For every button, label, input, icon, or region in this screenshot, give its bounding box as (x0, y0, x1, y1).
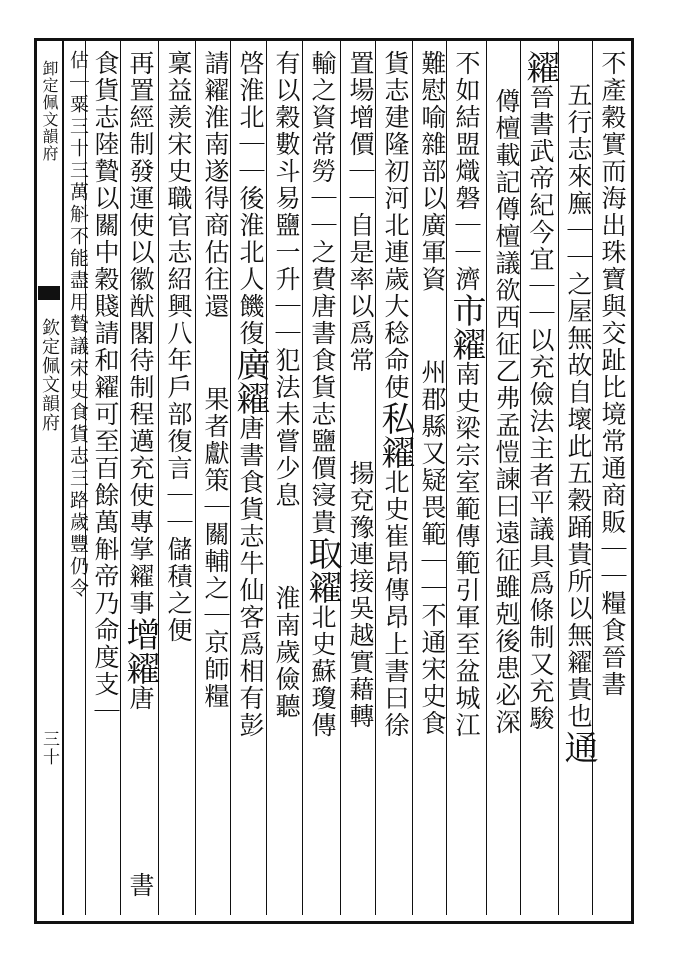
column-text: 請糴淮南遂得商估往還 (201, 50, 230, 320)
column-text: 輸之資常勞｜｜之費唐書食貨志鹽價寖貴 (308, 50, 337, 536)
column-text: 不如結盟熾磐｜｜濟 (452, 50, 481, 293)
book-title: 欽定佩文韻府 (39, 318, 60, 432)
text-column-10 (270, 50, 302, 720)
column-text: 揚兗豫連接吳越實藉轉 (346, 460, 375, 730)
text-column-11 (230, 50, 270, 739)
column-text: 淮南歲儉聽 (272, 585, 301, 720)
column-text: 再置經制發運使以徽猷閣待制程邁充使專掌糴事 (126, 50, 155, 617)
column-rule (486, 41, 487, 915)
text-column-1 (596, 50, 628, 698)
column-text: 州郡縣又疑畏範｜｜不通宋史食 (418, 359, 447, 737)
headword: 廣糴 (230, 347, 270, 415)
text-column-6 (416, 50, 448, 737)
text-column-16 (66, 50, 90, 600)
headword: 市糴 (446, 293, 486, 361)
column-rule (340, 41, 341, 915)
column-rule (158, 41, 159, 915)
headword: 取糴 (302, 536, 342, 604)
text-column-12 (199, 50, 231, 710)
column-rule (302, 41, 303, 915)
column-text: 僔檀載記僔檀議欲西征乙弗孟愷諫曰遠征雖剋後患必深 (492, 88, 521, 736)
text-column-15 (89, 50, 121, 725)
text-column-3 (520, 50, 560, 732)
column-rule (195, 41, 196, 915)
column-text: 啓淮北｜｜後淮北人饑復 (236, 50, 265, 347)
column-text: 置場增價｜｜自是率以爲常 (346, 50, 375, 374)
page-number: 三十 (39, 730, 59, 766)
margin-top-text: 卸定佩文韻府 (40, 60, 59, 162)
text-column-5 (446, 50, 486, 739)
text-column-4 (490, 88, 522, 736)
margin-rule (62, 41, 64, 915)
text-column-13 (162, 50, 194, 644)
column-text: 南史梁宗室範傳範引軍至盆城江 (452, 361, 481, 739)
column-text: 唐書食貨志牛仙客爲相有彭 (236, 415, 265, 739)
column-rule (266, 41, 267, 915)
column-text: 北史蘇瓊傳 (308, 604, 337, 739)
column-text: 估｜粟三十三萬斛不能盡用贄議宋史食貨志三路歲豐仍令 (67, 50, 89, 600)
headword: 糴 (520, 50, 560, 84)
column-text: 稟益羨宋史職官志紹興八年戶部復言｜｜儲積之便 (164, 50, 193, 644)
column-text: 五行志來廡｜｜之屋無故自壞此五穀踊貴所以無糴貴也 (564, 82, 593, 730)
headword: 私糴 (375, 401, 415, 469)
column-text: 有以穀數斗易鹽一升｜｜犯法未嘗少息 (272, 50, 301, 509)
column-rule (412, 41, 413, 915)
text-column-2 (558, 82, 598, 764)
column-text: 晉書武帝紀今宜｜｜以充儉法主者平議具爲條制又充駿 (526, 84, 555, 732)
column-rule (558, 41, 559, 915)
column-text: 果者獻策｜關輔之｜京師糧 (201, 386, 230, 710)
headword: 增糴 (120, 617, 160, 685)
headword: 通 (558, 730, 598, 764)
text-column-15-tail (124, 872, 156, 899)
text-column-14 (120, 50, 160, 712)
column-text: 北史崔昂傳昂上書曰徐 (381, 469, 410, 739)
text-column-9 (302, 50, 342, 739)
text-column-8 (344, 50, 376, 730)
column-text: 書 (126, 872, 155, 899)
column-text: 唐 (126, 685, 155, 712)
fish-tail-mark (38, 286, 60, 300)
column-text: 貨志建隆初河北連歲大稔命使 (381, 50, 410, 401)
column-text: 食貨志陸贄以關中穀賤請和糴可至百餘萬斛帝乃命度支｜ (91, 50, 120, 725)
column-text: 不產穀實而海出珠寶與交趾比境常通商販｜｜糧食晉書 (598, 50, 627, 698)
text-column-7 (375, 50, 415, 739)
column-text: 難慰喻雜部以廣軍資 (418, 50, 447, 293)
